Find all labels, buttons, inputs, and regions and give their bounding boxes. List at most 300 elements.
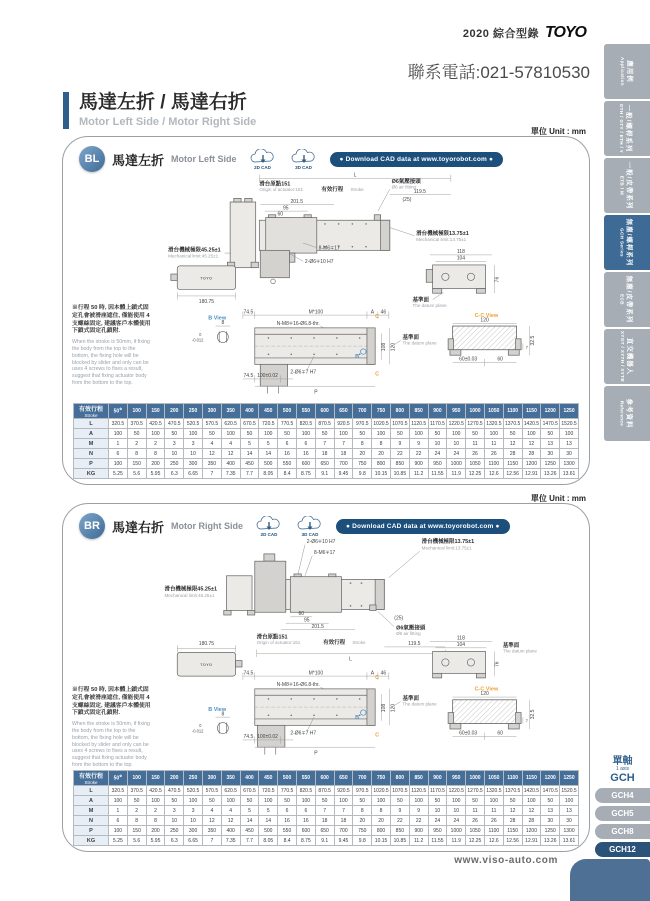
bl-dim-table bbox=[73, 403, 579, 479]
dim-74-5-bot: 74.5 bbox=[243, 734, 254, 741]
dim-cell: 200 bbox=[146, 826, 165, 836]
bl-cc-view bbox=[448, 313, 536, 366]
dim-cell: 250 bbox=[165, 459, 184, 469]
label-datum-zh: 基準面 bbox=[402, 334, 419, 341]
stroke-col-header: 1000 bbox=[466, 404, 485, 419]
dim-120-side: 120 bbox=[390, 342, 397, 352]
dim-cell: 2 bbox=[146, 806, 165, 816]
dim-cell: 6.65 bbox=[184, 469, 203, 479]
dim-cell: 13 bbox=[560, 806, 579, 816]
stroke-col-header: 700 bbox=[353, 771, 372, 786]
dim-cell: 100 bbox=[560, 796, 579, 806]
dim-cell: 6.3 bbox=[165, 469, 184, 479]
dim-cell: 370.5 bbox=[127, 786, 146, 796]
dim-cell: 10 bbox=[184, 816, 203, 826]
dim-cell: 6 bbox=[109, 449, 128, 459]
dim-cell: 50 bbox=[165, 796, 184, 806]
stroke-col-header: 1250 bbox=[560, 771, 579, 786]
cad-2d-label: 2D CAD bbox=[254, 164, 271, 170]
dim-cell: 11 bbox=[466, 806, 485, 816]
dim-cell: 50 bbox=[390, 429, 409, 439]
dim-row-M bbox=[74, 806, 579, 816]
dim-cell: 820.5 bbox=[296, 786, 315, 796]
dim-cell: 11.55 bbox=[428, 836, 447, 846]
dim-cell: 320.5 bbox=[109, 786, 128, 796]
dim-cell: 100 bbox=[221, 429, 240, 439]
row-label: M bbox=[74, 439, 109, 449]
section-mark-c-bot: C bbox=[375, 371, 380, 378]
dim-cell: 8.4 bbox=[278, 469, 297, 479]
dim-cell: 1270.5 bbox=[467, 420, 483, 427]
dim-cell: 4 bbox=[202, 439, 221, 449]
dim-cell: 1120.5 bbox=[411, 420, 427, 427]
dim-cell: 50 bbox=[240, 429, 259, 439]
sidebar-tab-ecb[interactable] bbox=[604, 272, 650, 327]
dim-cell: 7 bbox=[334, 439, 353, 449]
dim-row-N bbox=[74, 449, 579, 459]
dim-cell: 50 bbox=[466, 429, 485, 439]
dim-cell: 100 bbox=[146, 429, 165, 439]
dim-cell: 9.1 bbox=[315, 469, 334, 479]
cad-3d-label: 3D CAD bbox=[301, 531, 319, 537]
dim-cell: 12 bbox=[503, 806, 522, 816]
gch-menu-item-gch12[interactable]: GCH12 bbox=[595, 842, 650, 857]
unit-label-br: 單位 Unit : mm bbox=[530, 494, 586, 503]
tab-label-zh: 無塵/皮帶系列 bbox=[625, 275, 633, 324]
panel-motor-left bbox=[62, 136, 590, 485]
dim-7: 7 bbox=[525, 718, 528, 724]
dim-cell: 13.26 bbox=[541, 469, 560, 479]
dim-46: 46 bbox=[380, 309, 387, 316]
stroke-col-header: 250 bbox=[184, 404, 203, 419]
label-air-en: Ø6 air fitting bbox=[396, 631, 421, 637]
gch-menu-item-gch4[interactable]: GCH4 bbox=[595, 788, 650, 803]
gch-menu-title-zh: 單軸 bbox=[612, 756, 633, 767]
dim-cell: 12.56 bbox=[503, 469, 522, 479]
dim-cell: 470.5 bbox=[165, 786, 184, 796]
dim-P: P bbox=[314, 389, 318, 396]
dim-74-5-bot: 74.5 bbox=[243, 373, 254, 380]
dim-cell: 1150 bbox=[503, 826, 522, 836]
dim-cell: 2 bbox=[127, 439, 146, 449]
bl-end-view bbox=[413, 249, 501, 308]
dim-cell: 9 bbox=[390, 806, 409, 816]
dim-cell: 7.35 bbox=[221, 469, 240, 479]
dim-cell: 100 bbox=[409, 429, 428, 439]
label-stroke-zh: 有效行程 bbox=[323, 640, 346, 647]
dim-cell: 16 bbox=[278, 816, 297, 826]
label-mech45-en: Mechanical limit:45.25±1 bbox=[164, 592, 215, 598]
dim-8: 8 bbox=[221, 711, 225, 718]
label-stroke-zh: 有效行程 bbox=[321, 187, 344, 194]
br-b-view bbox=[192, 707, 230, 734]
note-zh: ※行程 50 時, 因本體上鎖式固定孔會被滑座遮住, 僅能使用 4 支螺絲固定, 建議客戶本體使用下鎖式固定孔鎖附. bbox=[72, 687, 151, 717]
tab-label-en: ETB / M bbox=[619, 175, 625, 196]
dim-cell: 950 bbox=[428, 826, 447, 836]
dim-cell: 5.95 bbox=[146, 836, 165, 846]
br-badge: BR bbox=[79, 513, 105, 539]
dim-cell: 5.95 bbox=[146, 469, 165, 479]
label-air-zh: Ø6氣壓接頭 bbox=[396, 625, 426, 632]
stroke-col-header: 1150 bbox=[522, 771, 541, 786]
sidebar-tab-reference[interactable] bbox=[604, 386, 650, 441]
dim-cell: 30 bbox=[541, 449, 560, 459]
dim-cell: 670.5 bbox=[240, 786, 259, 796]
stroke-col-header: 1000 bbox=[466, 771, 485, 786]
dim-row-KG bbox=[74, 469, 579, 479]
dim-cell: 100 bbox=[334, 429, 353, 439]
dim-cell: 5.25 bbox=[109, 836, 128, 846]
dim-cell: 5 bbox=[240, 439, 259, 449]
label-origin-en: Origin of actuator:151 bbox=[259, 187, 304, 193]
dim-201-5: 201.5 bbox=[311, 623, 324, 630]
dim-cell: 400 bbox=[221, 826, 240, 836]
dim-cell: 7 bbox=[334, 806, 353, 816]
dim-cell: 5.6 bbox=[127, 836, 146, 846]
dim-row-M bbox=[74, 439, 579, 449]
tab-label-en: Application bbox=[619, 57, 625, 86]
stroke-col-header: 750 bbox=[372, 404, 391, 419]
note-en: When the stroke is 50mm, if fixing the body from the top to the bottom, the fixing hole will be blocked by slider and only can be uses 4 screws to fixes a result, suggest that fixing actuator body from the bottom to the top. bbox=[72, 721, 150, 768]
dim-180-75: 180.75 bbox=[198, 299, 215, 306]
dim-P: P bbox=[314, 750, 318, 757]
dim-cell: 24 bbox=[428, 816, 447, 826]
sidebar-tab-application[interactable] bbox=[604, 44, 650, 99]
section-mark-c-top: C bbox=[375, 313, 380, 320]
dim-cell: 1000 bbox=[447, 459, 466, 469]
dim-cell: 100 bbox=[522, 429, 541, 439]
dim-cell: 100 bbox=[484, 796, 503, 806]
dim-row-L bbox=[74, 786, 579, 796]
dim-74-5-top: 74.5 bbox=[243, 670, 254, 677]
dim-cell: 250 bbox=[165, 826, 184, 836]
dim-120-cc: 120 bbox=[480, 691, 489, 698]
dim-cell: 11 bbox=[484, 439, 503, 449]
stroke-col-header: 200 bbox=[165, 771, 184, 786]
dim-cell: 11.2 bbox=[409, 836, 428, 846]
dim-cell: 8.75 bbox=[296, 836, 315, 846]
label-mech45-zh: 滑台機械極限45.25±1 bbox=[168, 247, 221, 254]
dim-cell: 950 bbox=[428, 459, 447, 469]
dim-tol-0: 0 bbox=[199, 332, 202, 338]
section-mark-c-bot: C bbox=[375, 732, 380, 739]
label-b-view: B View bbox=[208, 706, 227, 713]
stroke-col-header: 150 bbox=[146, 404, 165, 419]
dim-cell: 4 bbox=[221, 439, 240, 449]
dim-cell: 970.5 bbox=[353, 786, 372, 796]
sidebar-tab-gth[interactable] bbox=[604, 101, 650, 156]
dim-tol-012: -0.012 bbox=[191, 728, 204, 734]
dim-cell: 100 bbox=[109, 429, 128, 439]
dim-cell: 1170.5 bbox=[429, 420, 445, 427]
dim-32-5: 32.5 bbox=[529, 709, 536, 720]
dim-cell: 26 bbox=[484, 449, 503, 459]
dim-cell: 100 bbox=[184, 429, 203, 439]
stroke-col-header: 1050 bbox=[484, 404, 503, 419]
dim-cell: 9.8 bbox=[353, 836, 372, 846]
stroke-col-header: 350 bbox=[221, 404, 240, 419]
detail-mark-b: B bbox=[355, 714, 360, 721]
dim-cell: 20 bbox=[372, 816, 391, 826]
dim-cell: 100 bbox=[372, 429, 391, 439]
dim-cell: 1200 bbox=[522, 826, 541, 836]
dim-cell: 7.7 bbox=[240, 469, 259, 479]
dim-201-5: 201.5 bbox=[290, 198, 303, 205]
dim-cell: 1220.5 bbox=[448, 420, 464, 427]
dim-cell: 870.5 bbox=[315, 786, 334, 796]
dim-cell: 450 bbox=[240, 459, 259, 469]
dim-cell: 22 bbox=[390, 449, 409, 459]
sidebar-tab-gch[interactable] bbox=[604, 215, 650, 270]
dim-cell: 1000 bbox=[447, 826, 466, 836]
dim-cell: 800 bbox=[372, 826, 391, 836]
stroke-col-header: 1250 bbox=[560, 404, 579, 419]
dim-cell: 1520.5 bbox=[561, 420, 577, 427]
tab-label-en: GTH / GTY / ETH / Y bbox=[619, 103, 625, 154]
dim-cell: 18 bbox=[315, 449, 334, 459]
dim-cell: 10.15 bbox=[372, 836, 391, 846]
dim-cell: 50 bbox=[541, 796, 560, 806]
stroke-col-header: 450 bbox=[259, 404, 278, 419]
dim-cell: 5.25 bbox=[109, 469, 128, 479]
dim-cell: 1370.5 bbox=[504, 420, 521, 427]
gch-menu-item-gch5[interactable]: GCH5 bbox=[595, 806, 650, 821]
cad-3d-download[interactable] bbox=[289, 149, 319, 170]
dim-cell: 820.5 bbox=[296, 419, 315, 429]
motor-brand-text: TOYO bbox=[200, 663, 213, 668]
dim-cell: 570.5 bbox=[202, 419, 221, 429]
stroke-col-header: 800 bbox=[390, 771, 409, 786]
dim-118: 118 bbox=[456, 249, 465, 256]
download-cad-pill[interactable]: ● Download CAD data at www.toyorobot.com ● bbox=[336, 519, 510, 534]
dim-cell: 12.25 bbox=[466, 469, 485, 479]
dim-cell: 700 bbox=[334, 459, 353, 469]
dim-cell: 920.5 bbox=[334, 419, 353, 429]
br-stroke-note bbox=[72, 687, 154, 769]
stroke-col-header: 600 bbox=[315, 404, 334, 419]
dim-cell: 320.5 bbox=[109, 419, 128, 429]
panel-motor-right bbox=[62, 503, 590, 852]
dim-cell: 350 bbox=[202, 459, 221, 469]
dim-cell: 900 bbox=[409, 459, 428, 469]
label-mech13-en: Mechanical limit:13.75±1 bbox=[421, 545, 472, 551]
dim-cell: 3 bbox=[165, 806, 184, 816]
dim-cell: 10 bbox=[184, 449, 203, 459]
label-stroke-en: Stroke bbox=[352, 640, 366, 646]
dim-cell: 1320.5 bbox=[486, 420, 502, 427]
dim-118: 118 bbox=[456, 635, 465, 642]
dim-cell: 24 bbox=[447, 816, 466, 826]
dim-74-5-top: 74.5 bbox=[243, 309, 254, 316]
dim-cell: 100 bbox=[109, 826, 128, 836]
label-air-zh: Ø6氣壓接頭 bbox=[391, 178, 421, 185]
cad-2d-download[interactable] bbox=[248, 149, 278, 170]
dim-cell: 150 bbox=[127, 459, 146, 469]
dim-cell: 550 bbox=[278, 826, 297, 836]
dim-cell: 100 bbox=[409, 796, 428, 806]
dim-cell: 100 bbox=[522, 796, 541, 806]
dim-120-side: 120 bbox=[390, 703, 397, 713]
stroke-col-header: 1100 bbox=[503, 404, 522, 419]
stroke-col-header: 500 bbox=[278, 771, 297, 786]
dim-cell: 14 bbox=[240, 816, 259, 826]
dim-cell: 50 bbox=[503, 796, 522, 806]
page-title-en: Motor Left Side / Motor Right Side bbox=[79, 115, 257, 128]
stroke-col-header: 650 bbox=[334, 404, 353, 419]
brand-logo: TOYO bbox=[544, 24, 586, 41]
dim-cell: 100 bbox=[296, 429, 315, 439]
dim-cell: 8 bbox=[353, 439, 372, 449]
dim-m100: M*100 bbox=[308, 309, 324, 316]
dim-cell: 22 bbox=[390, 816, 409, 826]
dim-cell: 10.85 bbox=[390, 469, 409, 479]
dim-cell: 8 bbox=[146, 449, 165, 459]
label-stroke-en: Stroke bbox=[350, 187, 364, 193]
dim-cell: 2 bbox=[146, 439, 165, 449]
dim-cell: 1050 bbox=[466, 826, 485, 836]
dim-cell: 7 bbox=[315, 439, 334, 449]
stroke-col-header: 1150 bbox=[522, 404, 541, 419]
dim-cell: 100 bbox=[109, 459, 128, 469]
dim-8-m6: 8-M6∓17 bbox=[314, 549, 336, 556]
dim-cell: 670.5 bbox=[240, 419, 259, 429]
dim-cell: 1320.5 bbox=[486, 787, 502, 794]
dim-60: 60 bbox=[277, 211, 284, 218]
dim-2-o6-7: 2-Ø6∓7 H7 bbox=[290, 369, 317, 376]
dim-cell: 100 bbox=[259, 796, 278, 806]
dim-cell: 50 bbox=[503, 429, 522, 439]
dim-cell: 18 bbox=[334, 449, 353, 459]
catalog-year bbox=[463, 24, 586, 42]
dim-cell: 13.61 bbox=[560, 836, 579, 846]
label-b-view: B View bbox=[208, 315, 227, 322]
dim-cell: 12 bbox=[522, 439, 541, 449]
dim-cell: 12.91 bbox=[522, 836, 541, 846]
tab-label-zh: 應用例 bbox=[625, 60, 633, 83]
br-bottom-view bbox=[243, 670, 437, 756]
gch-menu-item-gch8[interactable]: GCH8 bbox=[595, 824, 650, 839]
dim-cell: 22 bbox=[409, 816, 428, 826]
row-label: L bbox=[74, 419, 109, 429]
dim-cell: 620.5 bbox=[221, 419, 240, 429]
dim-cell: 100 bbox=[484, 429, 503, 439]
dim-cell: 13.61 bbox=[560, 469, 579, 479]
dim-cell: 50 bbox=[202, 796, 221, 806]
dim-cell: 1020.5 bbox=[373, 787, 389, 794]
dim-25: (25) bbox=[394, 615, 404, 622]
stroke-col-header: 950 bbox=[447, 404, 466, 419]
row-label: P bbox=[74, 826, 109, 836]
sidebar-tabs bbox=[604, 44, 650, 443]
label-mech45-en: Mechanical limit:45.25±1 bbox=[168, 253, 219, 259]
dim-cell: 11.9 bbox=[447, 469, 466, 479]
dim-cell: 14 bbox=[259, 449, 278, 459]
dim-cell: 350 bbox=[202, 826, 221, 836]
dim-cell: 8.75 bbox=[296, 469, 315, 479]
dim-cell: 8.05 bbox=[259, 469, 278, 479]
corner-decoration bbox=[570, 859, 650, 901]
dim-119-5: 119.5 bbox=[413, 188, 426, 195]
dim-cell: 30 bbox=[560, 816, 579, 826]
stroke-col-header: 150 bbox=[146, 771, 165, 786]
dim-cell: 4 bbox=[202, 806, 221, 816]
dim-cell: 1420.5 bbox=[523, 420, 540, 427]
label-mech13-zh: 滑台機械極限13.75±1 bbox=[421, 538, 475, 545]
dim-cell: 1300 bbox=[560, 459, 579, 469]
label-cc-view: C-C View bbox=[474, 686, 499, 693]
dim-L: L bbox=[353, 172, 357, 179]
dim-cell: 10 bbox=[447, 806, 466, 816]
dim-cell: 9.8 bbox=[353, 469, 372, 479]
dim-cell: 13 bbox=[541, 439, 560, 449]
dim-n-m8: N-M8∓16-Ø6.8-thr. bbox=[276, 321, 320, 328]
dim-cell: 50 bbox=[127, 429, 146, 439]
stroke-col-header: 550 bbox=[296, 771, 315, 786]
sidebar-tab-etb[interactable] bbox=[604, 158, 650, 213]
dim-cell: 3 bbox=[165, 439, 184, 449]
bl-b-view bbox=[192, 316, 230, 343]
dim-cell: 24 bbox=[447, 449, 466, 459]
dim-cell: 1120.5 bbox=[411, 787, 427, 794]
dim-cell: 720.5 bbox=[259, 786, 278, 796]
stroke-col-header: 300 bbox=[202, 404, 221, 419]
dim-cell: 50 bbox=[428, 429, 447, 439]
stroke-col-header: 850 bbox=[409, 404, 428, 419]
dim-cell: 6.65 bbox=[184, 836, 203, 846]
dim-cell: 11.9 bbox=[447, 836, 466, 846]
dim-cell: 12.56 bbox=[503, 836, 522, 846]
gch-menu-title-en: 1 axis bbox=[615, 766, 630, 772]
dim-cell: 150 bbox=[127, 826, 146, 836]
tab-label-zh: 直交機器人 bbox=[625, 337, 633, 376]
dim-cell: 12.6 bbox=[484, 836, 503, 846]
dim-cell: 7 bbox=[202, 469, 221, 479]
dim-120-cc: 120 bbox=[480, 317, 489, 324]
dim-25: (25) bbox=[402, 197, 412, 204]
dim-cell: 420.5 bbox=[146, 786, 165, 796]
label-mech45-zh: 滑台機械極限45.25±1 bbox=[164, 586, 218, 593]
dim-cell: 650 bbox=[315, 459, 334, 469]
dim-cell: 10 bbox=[165, 816, 184, 826]
dim-cell: 10 bbox=[428, 806, 447, 816]
dim-tol-012: -0.012 bbox=[191, 337, 204, 343]
tab-label-zh: 無塵/螺桿系列 bbox=[625, 218, 633, 267]
dim-cell: 24 bbox=[428, 449, 447, 459]
dim-cell: 8 bbox=[127, 816, 146, 826]
row-label: N bbox=[74, 816, 109, 826]
stroke-col-header: 300 bbox=[202, 771, 221, 786]
download-cad-pill[interactable]: ● Download CAD data at www.toyorobot.com ● bbox=[330, 152, 504, 167]
dim-cell: 10.85 bbox=[390, 836, 409, 846]
catalog-year-text: 2020 綜合型錄 bbox=[462, 28, 539, 40]
dim-100-tol: 100±0.02 bbox=[257, 734, 278, 741]
dim-cell: 6 bbox=[278, 439, 297, 449]
stroke-col-header: 700 bbox=[353, 404, 372, 419]
dim-2-o6-10: 2-Ø6∓10 H7 bbox=[304, 259, 334, 266]
dim-cell: 5 bbox=[240, 806, 259, 816]
stroke-col-header: 950 bbox=[447, 771, 466, 786]
dim-46: 46 bbox=[380, 670, 387, 677]
dim-cell: 1 bbox=[109, 806, 128, 816]
dim-104: 104 bbox=[456, 255, 466, 262]
dim-cell: 1020.5 bbox=[373, 420, 389, 427]
dim-cell: 12 bbox=[503, 439, 522, 449]
sidebar-tab-xygt[interactable] bbox=[604, 329, 650, 384]
dim-A: A bbox=[370, 670, 375, 677]
stroke-col-header: 1200 bbox=[541, 771, 560, 786]
stroke-col-header: 100 bbox=[127, 404, 146, 419]
dim-cell: 20 bbox=[372, 449, 391, 459]
